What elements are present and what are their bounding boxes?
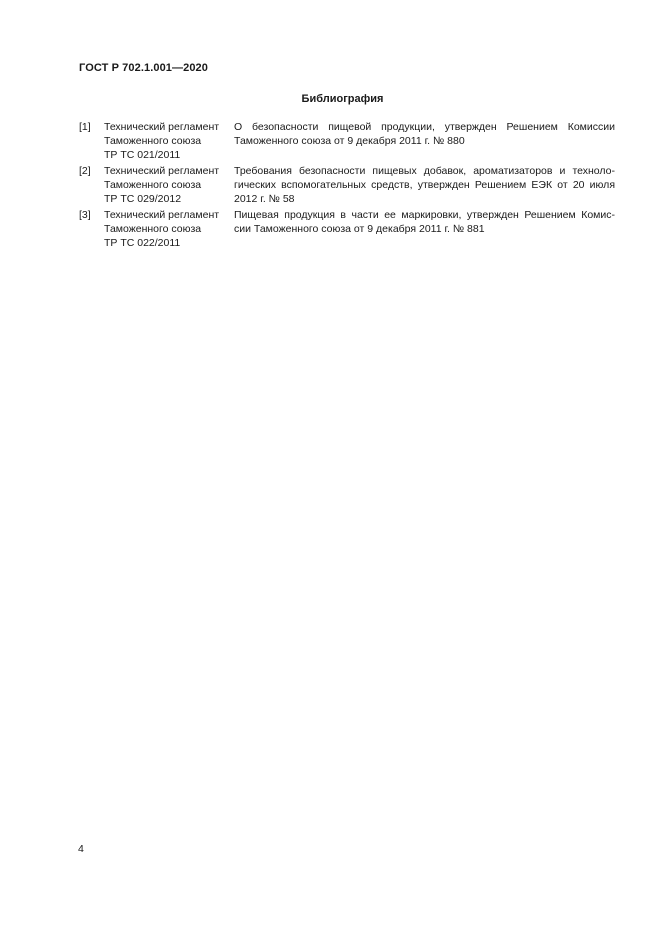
bibliography-entry — [79, 120, 615, 162]
reference-line: Технический регламент — [104, 165, 220, 177]
entry-title — [234, 208, 615, 250]
title-line: О безопасности пищевой продукции, утвержден Решением Комиссии — [234, 121, 615, 133]
entry-number: [2] — [79, 165, 91, 177]
bibliography-entry — [79, 164, 615, 206]
reference-line: Технический регламент — [104, 209, 220, 221]
title-line: Пищевая продукция в части ее маркировки, утвержден Решением Комис- — [234, 209, 615, 221]
reference-line: Технический регламент — [104, 121, 220, 133]
bibliography-list — [79, 120, 615, 252]
title-line: Таможенного союза от 9 декабря 2011 г. № 880 — [234, 135, 465, 147]
entry-reference — [104, 208, 234, 250]
entry-number: [1] — [79, 121, 91, 133]
reference-line: Таможенного союза — [104, 135, 202, 147]
doc-code: ГОСТ Р 702.1.001—2020 — [79, 62, 208, 74]
entry-reference — [104, 164, 234, 206]
reference-line: ТР ТС 021/2011 — [104, 149, 181, 161]
entry-reference — [104, 120, 234, 162]
reference-line: ТР ТС 022/2011 — [104, 237, 181, 249]
reference-line: Таможенного союза — [104, 179, 202, 191]
bibliography-entry — [79, 208, 615, 250]
page-number: 4 — [78, 843, 84, 855]
entry-title — [234, 164, 615, 206]
entry-number: [3] — [79, 209, 91, 221]
title-line: сии Таможенного союза от 9 декабря 2011 г. № 881 — [234, 223, 485, 235]
reference-line: ТР ТС 029/2012 — [104, 193, 182, 205]
section-title: Библиография — [301, 93, 384, 105]
title-line: гических вспомогательных средств, утвержден Решением ЕЭК от 20 июля — [234, 179, 615, 191]
entry-title — [234, 120, 615, 162]
reference-line: Таможенного союза — [104, 223, 202, 235]
title-line: 2012 г. № 58 — [234, 193, 295, 205]
title-line: Требования безопасности пищевых добавок, ароматизаторов и техноло- — [234, 165, 615, 177]
